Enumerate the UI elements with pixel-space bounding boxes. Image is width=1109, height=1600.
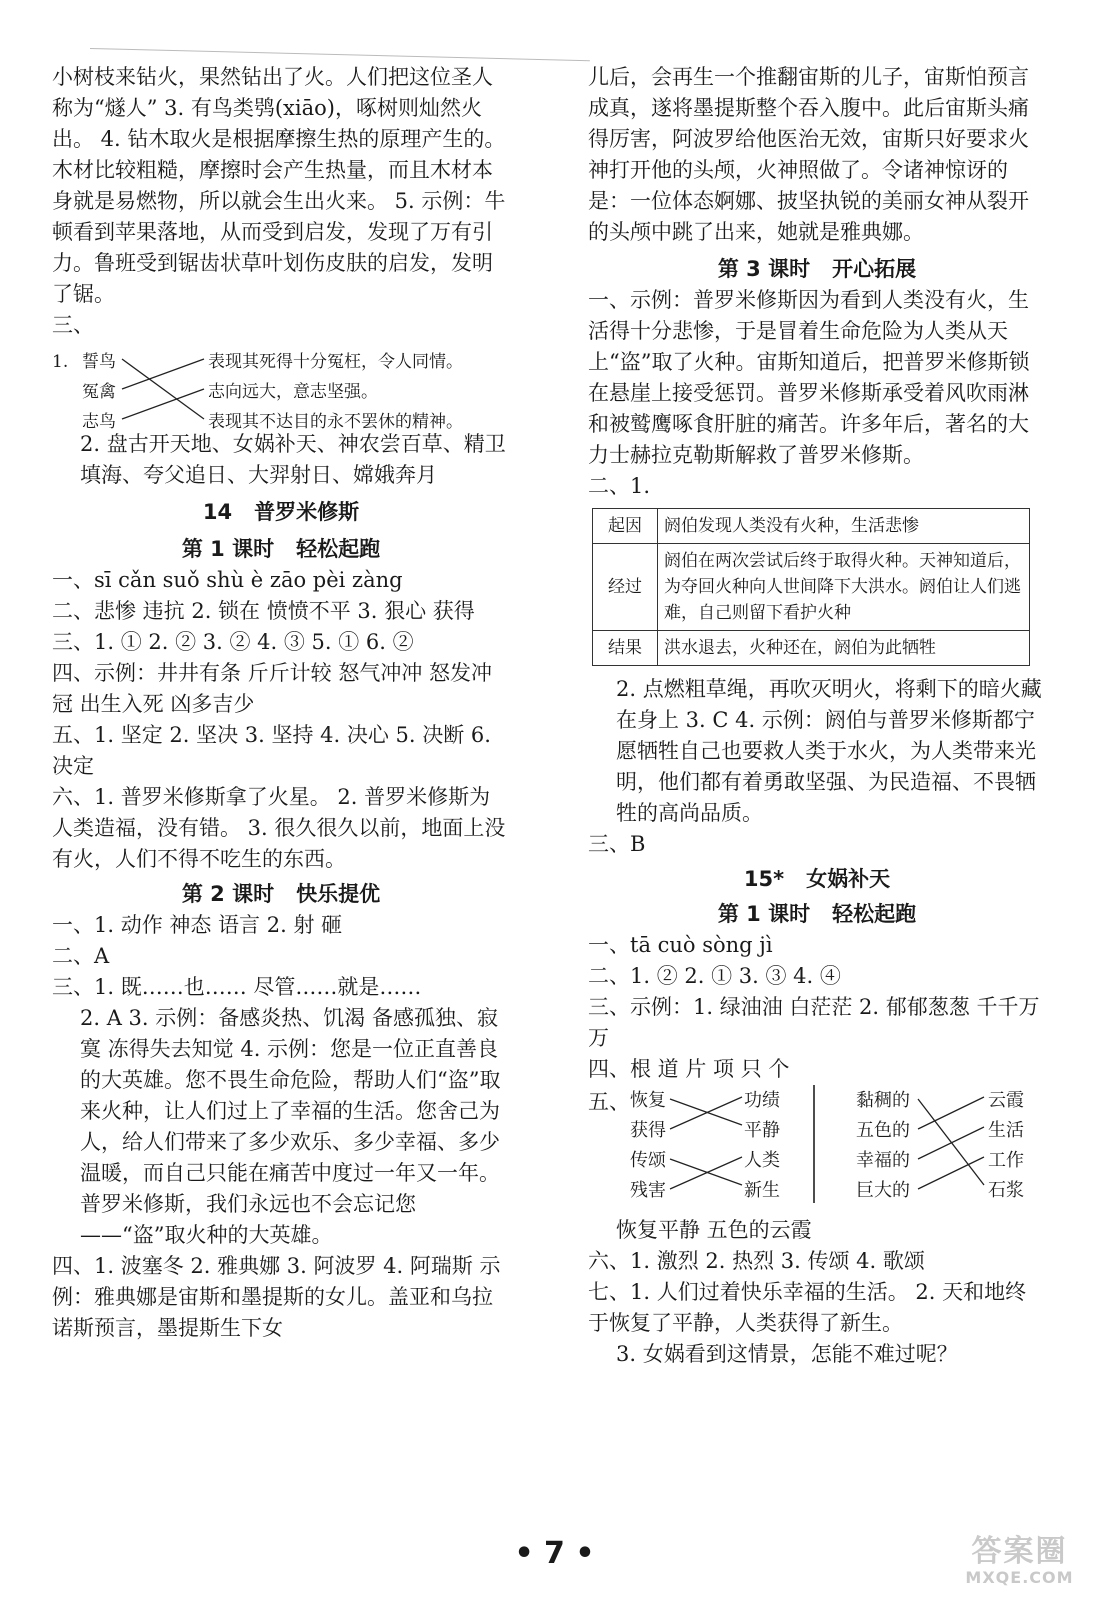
watermark-logo: 答案圈 MXQE.COM [965,1534,1074,1587]
answer-line: 四、1. 波塞冬 2. 雅典娜 3. 阿波罗 4. 阿瑞斯 示例：雅典娜是宙斯和墨提斯的女儿。盖亚和乌拉诺斯预言，墨提斯生下女 [52,1254,501,1340]
answer-line: 三、示例：1. 绿油油 白茫茫 2. 郁郁葱葱 千千万万 [588,995,1040,1050]
answer-line: 二、A [52,944,110,968]
table-key: 经过 [593,544,658,631]
table-value: 阏伯在两次尝试后终于取得火种。天神知道后，为夺回火种向人世间降下大洪水。阏伯让人们逃难，自己则留下看护火种 [658,544,1030,631]
answer-line: 二、1. [588,474,651,498]
answer-line: 2. 盘古开天地、女娲补天、神农尝百草、精卫填海、夸父追日、大羿射日、嫦娥奔月 [80,432,506,487]
match-right-item: 志向远大，意志坚强。 [208,382,378,402]
answer-line: 六、1. 普罗米修斯拿了火星。 2. 普罗米修斯为人类造福，没有错。 3. 很久很久以前，地面上没有火，人们不得不吃生的东西。 [52,785,506,871]
match-right-item: 生活 [988,1120,1024,1141]
match-lines [52,345,510,429]
lesson-period-heading: 第 2 课时 快乐提优 [181,882,381,906]
top-rule [90,48,590,61]
match-left-item: 残害 [630,1180,666,1201]
answer-paragraph: 一、示例：普罗米修斯因为看到人类没有火，生活得十分悲惨，于是冒着生命危险为人类从天上“盗”取了火种。宙斯知道后，把普罗米修斯锁在悬崖上接受惩罚。普罗米修斯承受着风吹雨淋和被鹫鹰啄食肝脏的痛苦。许多年后，著名的大力士赫拉克勒斯解救了普罗米修斯。 [588,288,1030,467]
match-left-item: 冤禽 [82,382,116,402]
match-left-item: 五色的 [856,1120,910,1141]
answer-line: 四、根 道 片 项 只 个 [588,1057,790,1081]
lesson-period-heading: 第 1 课时 轻松起跑 [717,902,917,926]
table-value: 洪水退去，火种还在，阏伯为此牺牲 [658,631,1030,666]
table-value: 阏伯发现人类没有火种，生活悲惨 [658,509,1030,544]
answer-line: 一、sī cǎn suǒ shù è zāo pèi zàng [52,568,403,592]
lesson-period-heading: 第 3 课时 开心拓展 [717,257,917,281]
match-left-item: 恢复 [630,1090,666,1111]
answer-line: 五、1. 坚定 2. 坚决 3. 坚持 4. 决心 5. 决断 6. 决定 [52,723,491,778]
answer-line: 三、1. 既……也…… 尽管……就是…… [52,975,422,999]
lesson-title: 14 普罗米修斯 [202,500,360,524]
answer-line: 二、1. ② 2. ① 3. ③ 4. ④ [588,964,841,988]
lesson-title: 15* 女娲补天 [743,867,891,891]
match-number: 1. [52,352,69,372]
match-right-item: 表现其死得十分冤枉，令人同情。 [208,352,463,372]
match-right-item: 功绩 [744,1090,780,1111]
matching-exercise [588,1085,1046,1215]
answer-line: 六、1. 激烈 2. 热烈 3. 传颂 4. 歌颂 [588,1249,925,1273]
answer-line: 三、1. ① 2. ② 3. ② 4. ③ 5. ① 6. ② [52,630,414,654]
table-key: 起因 [593,509,658,544]
match-right-item: 云霞 [988,1090,1024,1111]
match-left-item: 黏稠的 [856,1090,910,1111]
story-table [592,508,1030,666]
match-lines [588,1085,1046,1215]
match-left-item: 幸福的 [856,1150,910,1171]
lesson-period-heading: 第 1 课时 轻松起跑 [181,537,381,561]
match-right-item: 平静 [744,1120,780,1141]
match-right-item: 新生 [744,1180,780,1201]
match-left-item: 志鸟 [82,412,116,432]
left-column [52,62,510,1344]
answer-line: 恢复平静 五色的云霞 [616,1218,812,1242]
answer-paragraph: 儿后，会再生一个推翻宙斯的儿子，宙斯怕预言成真，遂将墨提斯整个吞入腹中。此后宙斯头痛得厉害，阿波罗给他医治无效，宙斯只好要求火神打开他的头颅，火神照做了。令诸神惊讶的是：一位体态婀娜、披坚执锐的美丽女神从裂开的头颅中跳了出来，她就是雅典娜。 [588,65,1029,244]
section-marker: 五、 [588,1090,630,1114]
table-key: 结果 [593,631,658,666]
match-left-item: 获得 [630,1120,666,1141]
match-right-item: 表现其不达目的永不罢休的精神。 [208,412,463,432]
match-left-item: 誓鸟 [82,352,116,372]
answer-paragraph: 小树枝来钻火，果然钻出了火。人们把这位圣人称为“燧人” 3. 有鸟类鸮(xiāo)，啄树则灿然火出。 4. 钻木取火是根据摩擦生热的原理产生的。木材比较粗糙，摩擦时会产生热量，而且木材本身就是易燃物，所以就会生出火来。 5. 示例：牛顿看到苹果落地，从而受到启发，发现了万有引力。鲁班受到锯齿状草叶划伤皮肤的启发，发明了锯。 [52,65,506,306]
answer-line: 3. 女娲看到这情景，怎能不难过呢？ [616,1342,958,1366]
table-row [593,631,1030,666]
match-right-item: 人类 [744,1150,780,1171]
right-column [588,62,1046,1370]
match-left-item: 传颂 [630,1150,666,1171]
answer-line: 四、示例：井井有条 斤斤计较 怒气冲冲 怒发冲冠 出生入死 凶多吉少 [52,661,493,716]
match-left-item: 巨大的 [856,1180,910,1201]
match-right-item: 工作 [988,1150,1024,1171]
answer-line: 七、1. 人们过着快乐幸福的生活。 2. 天和地终于恢复了平静，人类获得了新生。 [588,1280,1027,1335]
answer-line: 2. A 3. 示例：备感炎热、饥渴 备感孤独、寂寞 冻得失去知觉 4. 示例：您是一位正直善良的大英雄。您不畏生命危险，帮助人们“盗”取来火种，让人们过上了幸福的生活。您舍己为人，给人们带来了多少欢乐、多少幸福、多少温暖，而自己只能在痛苦中度过一年又一年。普罗米修斯，我们永远也不会忘记您——“盗”取火种的大英雄。 [80,1006,501,1247]
answer-line: 三、B [588,832,646,856]
table-row [593,509,1030,544]
answer-line: 二、悲惨 违抗 2. 锁在 愤愤不平 3. 狠心 获得 [52,599,475,623]
match-right-item: 石浆 [988,1180,1024,1201]
answer-paragraph: 2. 点燃粗草绳，再吹灭明火，将剩下的暗火藏在身上 3. C 4. 示例：阏伯与普罗米修斯都宁愿牺牲自己也要救人类于水火，为人类带来光明，他们都有着勇敢坚强、为民造福、不畏牺牲的高尚品质。 [616,677,1042,825]
answer-line: 一、1. 动作 神态 语言 2. 射 砸 [52,913,343,937]
matching-exercise [52,345,510,432]
table-row [593,544,1030,631]
answer-line: 一、tā cuò sòng jì [588,933,773,957]
page-number: • 7 • [514,1536,595,1571]
section-marker: 三、 [52,313,94,337]
